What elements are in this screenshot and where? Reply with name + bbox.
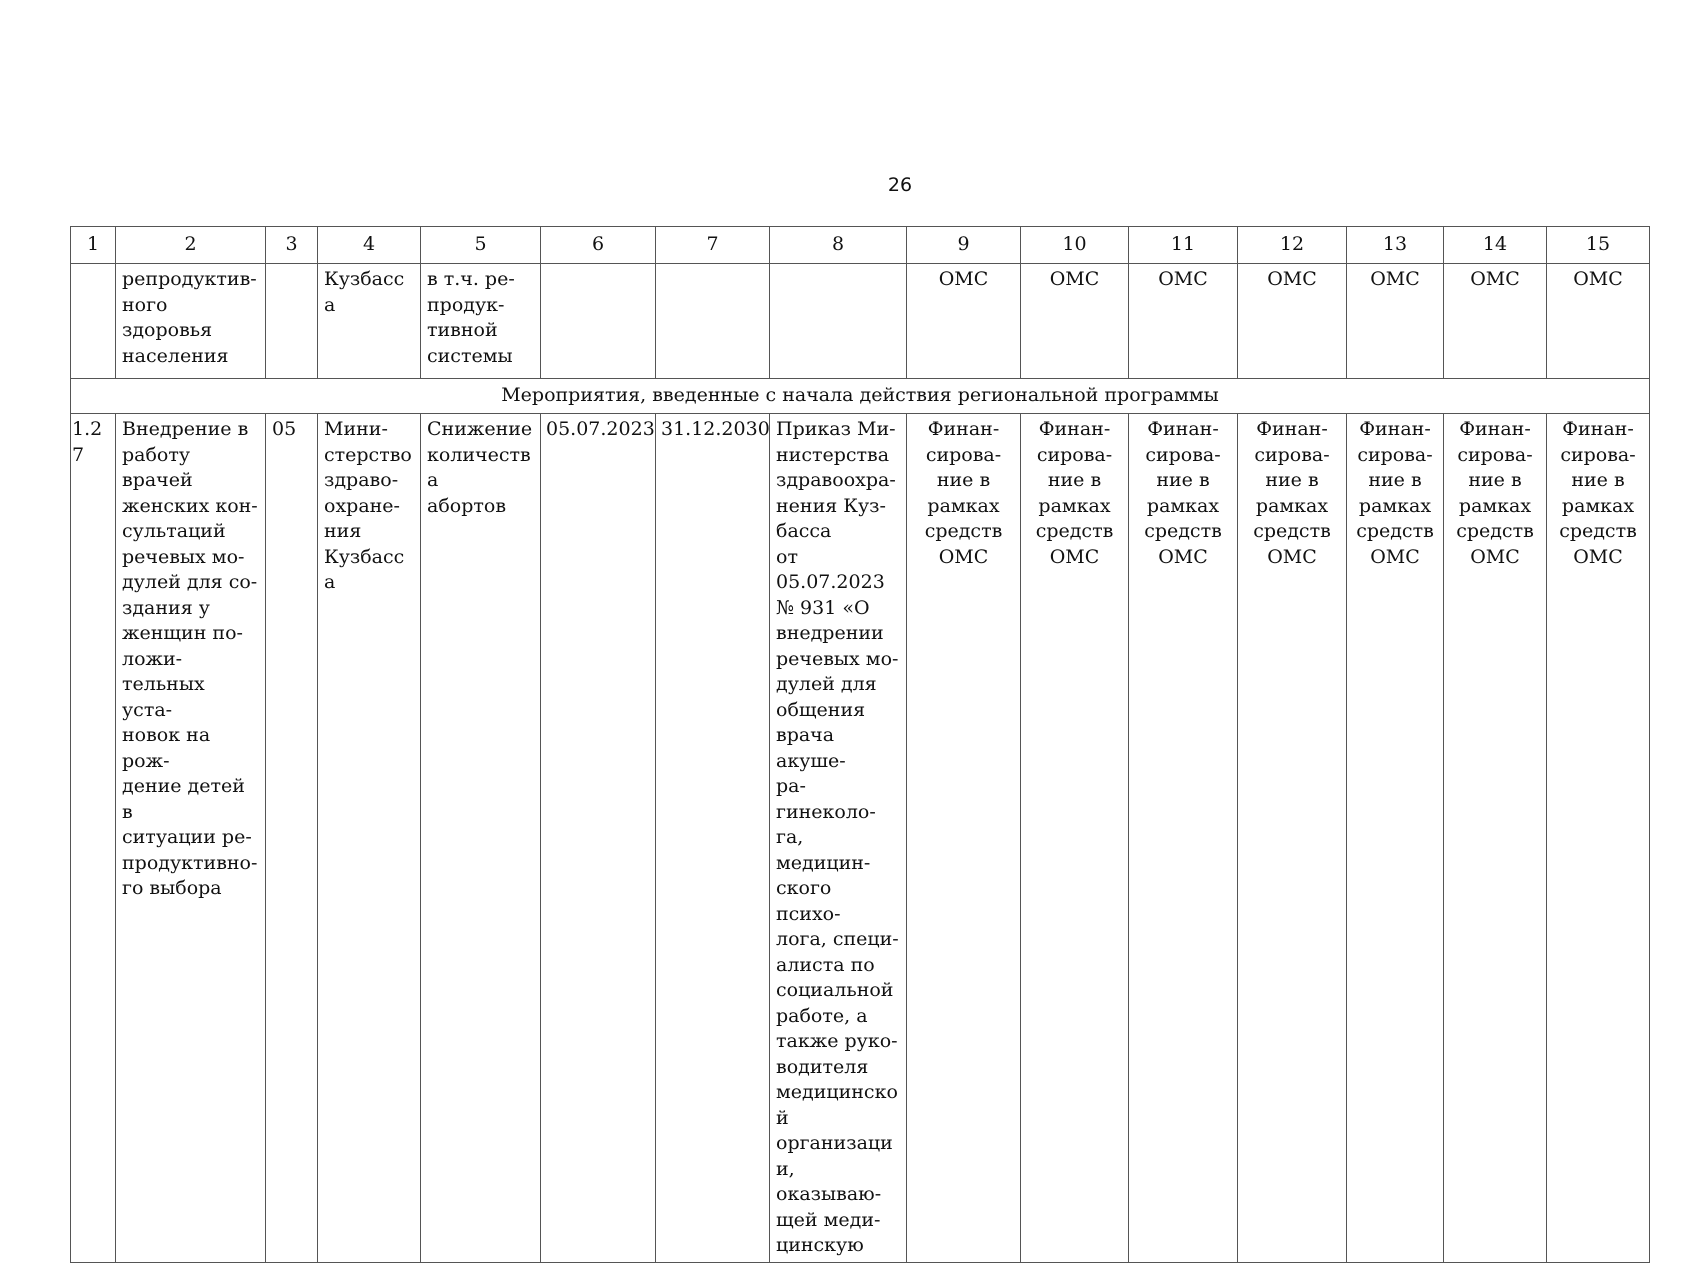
table-cell [541, 264, 656, 379]
table-cell: в т.ч. ре- продук- тивной системы [421, 264, 541, 379]
page-number: 26 [887, 174, 913, 196]
column-number-cell: 4 [318, 227, 421, 264]
column-number-cell: 3 [266, 227, 318, 264]
expected-result: Снижение количества абортов [421, 414, 541, 1263]
column-number-cell: 15 [1547, 227, 1650, 264]
column-number-cell: 9 [907, 227, 1021, 264]
column-number-cell: 13 [1347, 227, 1444, 264]
section-title: Мероприятия, введенные с начала действия региональной программы [71, 379, 1650, 414]
funding-cell: Финан- сирова- ние в рамках средств ОМС [1238, 414, 1347, 1263]
measure-code: 05 [266, 414, 318, 1263]
funding-cell: Финан- сирова- ние в рамках средств ОМС [1347, 414, 1444, 1263]
column-number-cell: 12 [1238, 227, 1347, 264]
funding-cell: ОМС [1444, 264, 1547, 379]
regulatory-document: Приказ Ми- нистерства здравоохра- нения Куз- басса от 05.07.2023 № 931 «О внедрении речевых мо- дулей для общения врача акуше- ра-гинеколо- га, медицин- ского психо- лога, специ- алиста по социальной работе, а также руко- водителя медицинской организации, оказываю- щей меди- цинскую [770, 414, 907, 1263]
table-cell [770, 264, 907, 379]
table-cell [656, 264, 770, 379]
funding-cell: ОМС [1347, 264, 1444, 379]
column-number-cell: 2 [116, 227, 266, 264]
column-number-cell: 6 [541, 227, 656, 264]
column-number-cell: 14 [1444, 227, 1547, 264]
column-number-cell: 1 [71, 227, 116, 264]
funding-cell: Финан- сирова- ние в рамках средств ОМС [907, 414, 1021, 1263]
funding-cell: ОМС [1021, 264, 1129, 379]
measure-name: Внедрение в работу врачей женских кон- сультаций речевых мо- дулей для со- здания у женщин по- ложи- тельных уста- новок на рож- дение детей в ситуации ре- продуктивно- го выбора [116, 414, 266, 1263]
funding-cell: Финан- сирова- ние в рамках средств ОМС [1129, 414, 1238, 1263]
column-number-cell: 11 [1129, 227, 1238, 264]
funding-cell: ОМС [1129, 264, 1238, 379]
funding-cell: Финан- сирова- ние в рамках средств ОМС [1444, 414, 1547, 1263]
measure-row [71, 414, 1650, 1263]
column-number-cell: 10 [1021, 227, 1129, 264]
funding-cell: ОМС [907, 264, 1021, 379]
funding-cell: ОМС [1238, 264, 1347, 379]
section-header-row [71, 379, 1650, 414]
continuation-row [71, 264, 1650, 379]
table-cell: репродуктив- ного здоровья населения [116, 264, 266, 379]
column-number-row [71, 227, 1650, 264]
funding-cell: Финан- сирова- ние в рамках средств ОМС [1021, 414, 1129, 1263]
end-date: 31.12.2030 [656, 414, 770, 1263]
funding-cell: ОМС [1547, 264, 1650, 379]
responsible-executor: Мини- стерство здраво- охране- ния Кузбасса [318, 414, 421, 1263]
column-number-cell: 7 [656, 227, 770, 264]
start-date: 05.07.2023 [541, 414, 656, 1263]
table-cell: Кузбасса [318, 264, 421, 379]
measures-table [70, 226, 1650, 1263]
column-number-cell: 5 [421, 227, 541, 264]
funding-cell: Финан- сирова- ние в рамках средств ОМС [1547, 414, 1650, 1263]
table-cell [71, 264, 116, 379]
measure-number: 1.27 [71, 414, 116, 1263]
table-cell [266, 264, 318, 379]
column-number-cell: 8 [770, 227, 907, 264]
